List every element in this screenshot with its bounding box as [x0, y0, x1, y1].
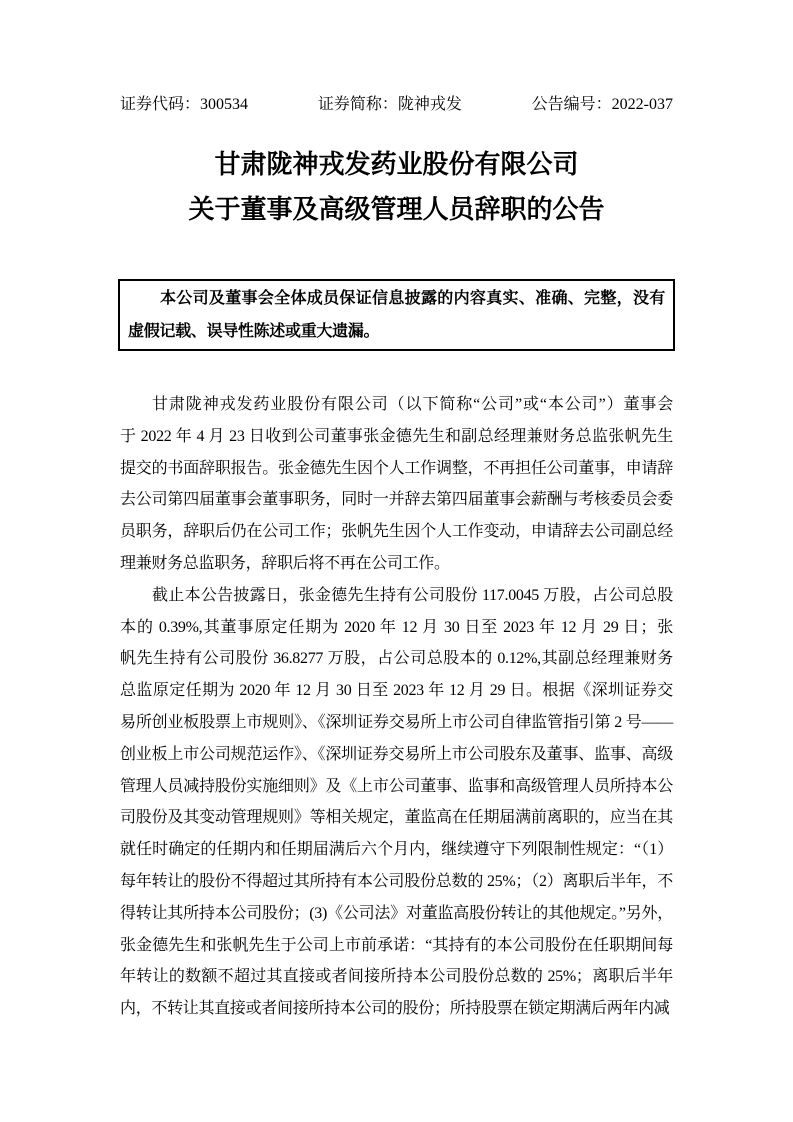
- notice-line: 本公司及董事会全体成员保证信息披露的内容真实、准确、完整，没有: [160, 290, 665, 307]
- document-header: [120, 95, 673, 115]
- body-line: 就任时确定的任期内和任期届满后六个月内，继续遵守下列限制性规定：“（1）: [120, 841, 673, 859]
- body-line: 每年转让的股份不得超过其所持有本公司股份总数的 25%；（2）离职后半年，不: [120, 872, 673, 890]
- body-line: 员职务，辞职后仍在公司工作；张帆先生因个人工作变动，申请辞去公司副总经: [120, 523, 673, 541]
- body-line: 提交的书面辞职报告。张金德先生因个人工作调整，不再担任公司董事，申请辞: [120, 459, 673, 477]
- notice-box: [118, 279, 675, 351]
- body-line: 司股份及其变动管理规则》等相关规定，董监高在任期届满前离职的，应当在其: [120, 809, 673, 827]
- body-line: 于 2022 年 4 月 23 日收到公司董事张金德先生和副总经理兼财务总监张帆先生: [120, 427, 673, 445]
- body-line: 管理人员减持股份实施细则》及《上市公司董事、监事和高级管理人员所持本公: [120, 777, 673, 795]
- body-line: 总监原定任期为 2020 年 12 月 30 日至 2023 年 12 月 29 日。根据《深圳证券交: [120, 682, 673, 700]
- body-line: 本的 0.39%,其董事原定任期为 2020 年 12 月 30 日至 2023 年 12 月 29 日；张: [120, 618, 673, 636]
- body-line: 内，不转让其直接或者间接所持本公司的股份；所持股票在锁定期满后两年内减: [120, 1000, 670, 1018]
- body-line: 创业板上市公司规范运作》、《深圳证券交易所上市公司股东及董事、监事、高级: [120, 745, 673, 763]
- title-line-1: 甘肃陇神戎发药业股份有限公司: [214, 150, 579, 179]
- body-line: 张金德先生和张帆先生于公司上市前承诺：“其持有的本公司股份在任职期间每: [120, 936, 673, 954]
- body-line: 帆先生持有公司股份 36.8277 万股，占公司总股本的 0.12%,其副总经理兼财务: [120, 650, 673, 668]
- body-line: 易所创业板股票上市规则》、《深圳证券交易所上市公司自律监管指引第 2 号——: [120, 713, 673, 731]
- notice-line: 虚假记载、误导性陈述或重大遗漏。: [128, 323, 380, 340]
- body-line: 年转让的数额不超过其直接或者间接所持本公司股份总数的 25%；离职后半年: [120, 968, 673, 986]
- body-line: 理兼财务总监职务，辞职后将不再在公司工作。: [120, 554, 450, 572]
- title-line-2: 关于董事及高级管理人员辞职的公告: [188, 195, 605, 224]
- document-body: [120, 389, 673, 1025]
- body-line: 截止本公告披露日，张金德先生持有公司股份 117.0045 万股，占公司总股: [152, 586, 673, 604]
- document-title: [120, 142, 673, 232]
- body-line: 得转让其所持本公司股份；(3)《公司法》对董监高股份转让的其他规定。”另外，: [120, 904, 673, 922]
- stock-name: 证券简称：陇神戎发: [317, 96, 462, 113]
- announcement-number: 公告编号：2022-037: [531, 96, 673, 113]
- body-line: 甘肃陇神戎发药业股份有限公司（以下简称“公司”或“本公司”）董事会: [152, 396, 673, 413]
- body-line: 去公司第四届董事会董事职务，同时一并辞去第四届董事会薪酬与考核委员会委: [120, 491, 673, 509]
- stock-code: 证券代码：300534: [120, 96, 249, 113]
